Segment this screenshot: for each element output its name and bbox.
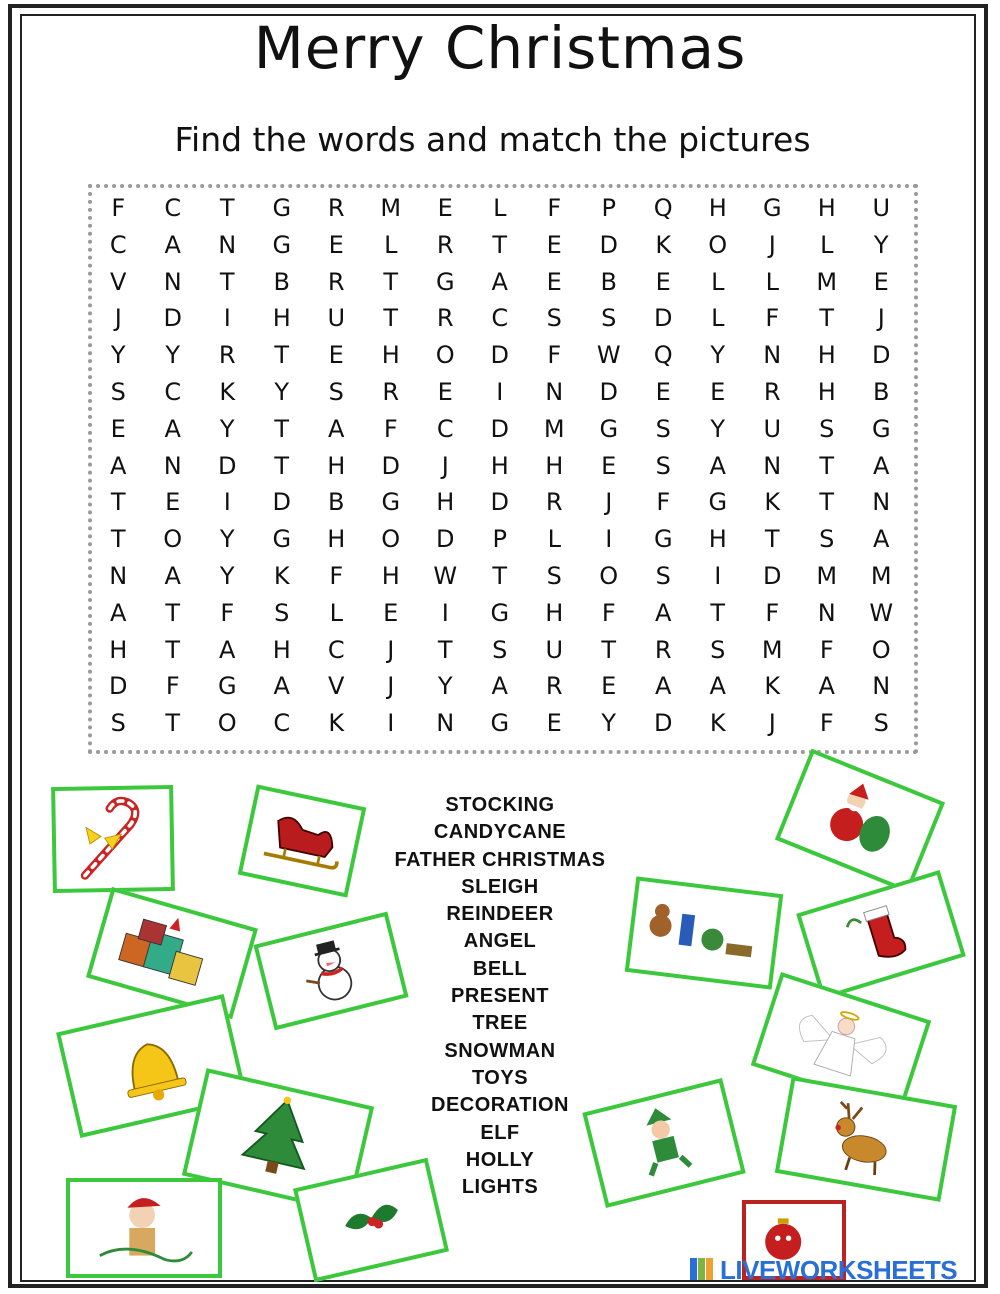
grid-letter[interactable]: T [819, 451, 835, 480]
grid-letter[interactable]: E [710, 378, 726, 406]
word-search-grid[interactable] [91, 190, 909, 742]
grid-letter[interactable]: E [437, 378, 453, 406]
grid-letter[interactable]: S [601, 304, 617, 333]
grid-letter[interactable]: I [605, 525, 613, 554]
grid-letter[interactable]: E [546, 267, 562, 296]
grid-letter[interactable]: I [223, 488, 231, 517]
grid-letter[interactable]: C [436, 414, 454, 443]
grid-letter[interactable]: D [163, 304, 182, 333]
grid-letter[interactable]: E [437, 194, 453, 222]
word-list-item: STOCKING [445, 794, 555, 816]
grid-letter[interactable]: A [110, 451, 127, 480]
grid-letter[interactable]: U [545, 635, 564, 664]
grid-letter[interactable]: S [110, 709, 126, 738]
grid-letter[interactable]: H [327, 525, 346, 554]
grid-letter[interactable]: E [110, 414, 126, 443]
grid-letter[interactable]: D [599, 378, 618, 406]
grid-letter[interactable]: H [490, 451, 509, 480]
grid-letter[interactable]: S [819, 525, 835, 554]
grid-letter[interactable]: D [381, 451, 400, 480]
grid-letter[interactable]: A [873, 451, 890, 480]
grid-letter[interactable]: W [869, 598, 894, 627]
grid-letter[interactable]: T [492, 562, 508, 590]
grid-letter[interactable]: F [329, 562, 344, 590]
grid-letter[interactable]: A [164, 230, 181, 259]
grid-letter[interactable]: F [819, 635, 834, 664]
grid-letter[interactable]: H [272, 635, 291, 664]
grid-letter[interactable]: Y [274, 378, 290, 406]
grid-row [91, 300, 909, 337]
grid-letter[interactable]: R [218, 341, 236, 370]
grid-letter[interactable]: N [218, 230, 237, 259]
grid-row [91, 484, 909, 521]
grid-letter[interactable]: J [387, 635, 395, 664]
grid-letter[interactable]: H [708, 194, 727, 222]
grid-letter[interactable]: F [220, 598, 235, 627]
liveworksheets-logo-text: LIVEWORKSHEETS [720, 1255, 958, 1285]
grid-letter[interactable]: S [274, 598, 290, 627]
grid-letter[interactable]: D [599, 230, 618, 259]
grid-letter[interactable]: I [714, 562, 722, 590]
grid-letter[interactable]: E [546, 230, 562, 259]
grid-letter[interactable]: F [656, 488, 671, 517]
grid-letter[interactable]: N [109, 562, 128, 590]
grid-letter[interactable]: J [387, 672, 395, 701]
grid-letter[interactable]: S [819, 414, 835, 443]
grid-letter[interactable]: K [273, 562, 290, 590]
grid-letter[interactable]: D [109, 672, 128, 701]
grid-letter[interactable]: G [871, 414, 891, 443]
grid-letter[interactable]: H [109, 635, 128, 664]
grid-letter[interactable]: G [490, 598, 510, 627]
grid-letter[interactable]: J [441, 451, 449, 480]
grid-letter[interactable]: N [545, 378, 564, 406]
grid-letter[interactable]: R [327, 194, 345, 222]
grid-letter[interactable]: G [272, 525, 292, 554]
grid-letter[interactable]: S [873, 709, 889, 738]
grid-letter[interactable]: F [765, 598, 780, 627]
grid-letter[interactable]: A [273, 672, 290, 701]
grid-letter[interactable]: B [873, 378, 890, 406]
grid-letter[interactable]: G [272, 230, 292, 259]
grid-letter[interactable]: K [328, 709, 345, 738]
grid-letter[interactable]: T [492, 230, 508, 259]
grid-letter[interactable]: G [217, 672, 237, 701]
word-list-item: CANDYCANE [433, 821, 567, 844]
grid-letter[interactable]: E [873, 267, 889, 296]
grid-letter[interactable]: F [547, 194, 562, 222]
word-list-item: DECORATION [431, 1094, 569, 1117]
grid-letter[interactable]: G [599, 414, 619, 443]
grid-row [91, 190, 909, 227]
grid-letter[interactable]: H [272, 304, 291, 333]
grid-letter[interactable]: N [817, 598, 836, 627]
grid-row [91, 521, 909, 558]
grid-letter[interactable]: T [274, 414, 290, 443]
grid-letter[interactable]: V [110, 267, 127, 296]
grid-letter[interactable]: S [710, 635, 726, 664]
grid-letter[interactable]: H [545, 598, 564, 627]
grid-letter[interactable]: Y [601, 709, 617, 738]
word-list-item: PRESENT [451, 985, 549, 1008]
grid-letter[interactable]: J [877, 304, 885, 333]
grid-letter[interactable]: I [441, 598, 449, 627]
grid-letter[interactable]: O [871, 635, 891, 664]
grid-letter[interactable]: L [547, 525, 561, 554]
grid-letter[interactable]: E [601, 451, 617, 480]
grid-row [91, 632, 909, 669]
grid-letter[interactable]: L [820, 230, 834, 259]
lights-card[interactable] [66, 1178, 222, 1278]
grid-letter[interactable]: T [819, 304, 835, 333]
grid-letter[interactable]: G [272, 194, 292, 222]
grid-letter[interactable]: E [383, 598, 399, 627]
word-list-item: FATHER CHRISTMAS [394, 848, 606, 871]
grid-letter[interactable]: P [492, 525, 507, 554]
grid-letter[interactable]: C [273, 709, 291, 738]
grid-letter[interactable]: K [764, 488, 781, 517]
grid-letter[interactable]: I [387, 709, 395, 738]
grid-row [91, 264, 909, 301]
grid-letter[interactable]: A [873, 525, 890, 554]
grid-letter[interactable]: T [274, 451, 290, 480]
grid-row [91, 705, 909, 742]
grid-letter[interactable]: W [596, 341, 621, 370]
grid-letter[interactable]: G [490, 709, 510, 738]
grid-letter[interactable]: L [493, 194, 507, 222]
grid-letter[interactable]: T [764, 525, 780, 554]
grid-letter[interactable]: N [872, 672, 891, 701]
grid-letter[interactable]: H [817, 194, 836, 222]
grid-letter[interactable]: N [163, 267, 182, 296]
grid-letter[interactable]: F [111, 194, 126, 222]
grid-letter[interactable]: T [710, 598, 726, 627]
grid-letter[interactable]: Y [165, 341, 181, 370]
grid-row [91, 595, 909, 632]
grid-letter[interactable]: V [328, 672, 345, 701]
grid-letter[interactable]: F [819, 709, 834, 738]
grid-letter[interactable]: J [768, 709, 776, 738]
grid-letter[interactable]: U [763, 414, 782, 443]
grid-letter[interactable]: Y [219, 562, 235, 590]
grid-letter[interactable]: A [655, 672, 672, 701]
toys-card[interactable] [625, 876, 784, 989]
grid-letter[interactable]: G [381, 488, 401, 517]
grid-letter[interactable]: H [381, 341, 400, 370]
toys-icon [629, 881, 779, 985]
word-list-item: ELF [480, 1121, 520, 1144]
grid-letter[interactable]: Y [219, 525, 235, 554]
grid-letter[interactable]: E [328, 230, 344, 259]
grid-letter[interactable]: R [436, 304, 454, 333]
grid-letter[interactable]: H [327, 451, 346, 480]
grid-letter[interactable]: M [816, 267, 838, 296]
grid-letter[interactable]: D [436, 525, 455, 554]
lights-icon [70, 1182, 218, 1274]
grid-letter[interactable]: W [433, 562, 458, 590]
grid-letter[interactable]: T [383, 304, 399, 333]
grid-letter[interactable]: A [328, 414, 345, 443]
grid-letter[interactable]: S [546, 562, 562, 590]
grid-letter[interactable]: T [165, 635, 181, 664]
grid-letter[interactable]: H [545, 451, 564, 480]
grid-letter[interactable]: P [601, 194, 616, 222]
grid-letter[interactable]: A [219, 635, 236, 664]
grid-letter[interactable]: O [381, 525, 401, 554]
grid-letter[interactable]: T [219, 194, 235, 222]
word-list-item: SLEIGH [461, 875, 539, 898]
grid-letter[interactable]: T [110, 488, 126, 517]
sleigh-icon [242, 789, 361, 893]
grid-letter[interactable]: F [547, 341, 562, 370]
grid-letter[interactable]: F [383, 414, 398, 443]
grid-letter[interactable]: Q [653, 194, 673, 222]
grid-letter[interactable]: Y [710, 414, 726, 443]
grid-letter[interactable]: E [655, 267, 671, 296]
grid-letter[interactable]: S [655, 451, 671, 480]
grid-letter[interactable]: T [165, 598, 181, 627]
grid-letter[interactable]: H [436, 488, 455, 517]
grid-letter[interactable]: C [491, 304, 509, 333]
grid-letter[interactable]: O [599, 562, 619, 590]
grid-letter[interactable]: T [274, 341, 290, 370]
word-list-item: SNOWMAN [444, 1039, 556, 1062]
grid-letter[interactable]: L [711, 267, 725, 296]
grid-letter[interactable]: T [819, 488, 835, 517]
grid-letter[interactable]: T [383, 267, 399, 296]
grid-letter[interactable]: T [165, 709, 181, 738]
grid-letter[interactable]: F [601, 598, 616, 627]
word-list-item: TOYS [471, 1066, 529, 1089]
grid-letter[interactable]: T [437, 635, 453, 664]
grid-letter[interactable]: A [164, 562, 181, 590]
grid-letter[interactable]: D [763, 562, 782, 590]
grid-letter[interactable]: E [655, 378, 671, 406]
grid-letter[interactable]: R [763, 378, 781, 406]
grid-letter[interactable]: L [765, 267, 779, 296]
grid-letter[interactable]: M [543, 414, 565, 443]
grid-letter[interactable]: C [109, 230, 127, 259]
grid-letter[interactable]: U [872, 194, 891, 222]
grid-letter[interactable]: D [872, 341, 891, 370]
candy-cane-icon [55, 789, 171, 889]
grid-letter[interactable]: G [435, 267, 455, 296]
grid-letter[interactable]: R [654, 635, 672, 664]
grid-letter[interactable]: A [164, 414, 181, 443]
grid-letter[interactable]: T [110, 525, 126, 554]
grid-letter[interactable]: N [872, 488, 891, 517]
word-list-item: LIGHTS [461, 1176, 539, 1199]
grid-letter[interactable]: K [764, 672, 781, 701]
page-title: Merry Christmas [253, 14, 747, 82]
grid-letter[interactable]: D [272, 488, 291, 517]
grid-row [91, 374, 909, 411]
grid-letter[interactable]: S [655, 562, 671, 590]
grid-letter[interactable]: M [380, 194, 402, 222]
grid-letter[interactable]: Y [873, 230, 889, 259]
grid-letter[interactable]: E [328, 341, 344, 370]
grid-letter[interactable]: T [601, 635, 617, 664]
grid-row [91, 448, 909, 485]
grid-letter[interactable]: Y [437, 672, 453, 701]
grid-letter[interactable]: I [496, 378, 504, 406]
grid-letter[interactable]: R [436, 230, 454, 259]
grid-letter[interactable]: R [545, 488, 563, 517]
grid-letter[interactable]: A [709, 451, 726, 480]
grid-letter[interactable]: K [219, 378, 236, 406]
candy-cane-card[interactable] [51, 785, 175, 893]
grid-letter[interactable]: T [219, 267, 235, 296]
grid-letter[interactable]: D [654, 304, 673, 333]
grid-letter[interactable]: K [655, 230, 672, 259]
grid-letter[interactable]: H [817, 341, 836, 370]
grid-letter[interactable]: O [435, 341, 455, 370]
word-list [380, 792, 620, 1201]
grid-letter[interactable]: H [381, 562, 400, 590]
word-list-item: ANGEL [463, 930, 537, 953]
grid-letter[interactable]: E [601, 672, 617, 701]
grid-letter[interactable]: N [763, 341, 782, 370]
grid-letter[interactable]: N [436, 709, 455, 738]
grid-letter[interactable]: G [708, 488, 728, 517]
grid-letter[interactable]: D [654, 709, 673, 738]
grid-row [91, 337, 909, 374]
grid-letter[interactable]: U [327, 304, 346, 333]
grid-letter[interactable]: F [165, 672, 180, 701]
grid-letter[interactable]: B [273, 267, 290, 296]
grid-letter[interactable]: A [818, 672, 835, 701]
word-list-item: HOLLY [465, 1148, 535, 1171]
word-list-item: TREE [472, 1012, 528, 1035]
grid-letter[interactable]: N [163, 451, 182, 480]
grid-letter[interactable]: A [655, 598, 672, 627]
grid-letter[interactable]: R [327, 267, 345, 296]
grid-letter[interactable]: H [817, 378, 836, 406]
grid-row [91, 411, 909, 448]
grid-letter[interactable]: R [382, 378, 400, 406]
grid-letter[interactable]: L [711, 304, 725, 333]
grid-letter[interactable]: L [329, 598, 343, 627]
grid-letter[interactable]: K [709, 709, 726, 738]
grid-letter[interactable]: G [762, 194, 782, 222]
grid-letter[interactable]: E [546, 709, 562, 738]
grid-letter[interactable]: I [223, 304, 231, 333]
grid-letter[interactable]: R [545, 672, 563, 701]
grid-letter[interactable]: B [600, 267, 617, 296]
grid-letter[interactable]: J [605, 488, 613, 517]
grid-letter[interactable]: O [163, 525, 183, 554]
grid-row [91, 558, 909, 595]
grid-letter[interactable]: D [490, 341, 509, 370]
grid-letter[interactable]: S [492, 635, 508, 664]
grid-letter[interactable]: J [114, 304, 122, 333]
grid-letter[interactable]: O [708, 230, 728, 259]
word-list-item: REINDEER [446, 903, 554, 926]
grid-letter[interactable]: A [110, 598, 127, 627]
grid-letter[interactable]: E [165, 488, 181, 517]
grid-letter[interactable]: C [164, 194, 182, 222]
word-list-item: BELL [472, 957, 528, 980]
grid-letter[interactable]: B [328, 488, 345, 517]
grid-letter[interactable]: S [655, 414, 671, 443]
grid-letter[interactable]: M [870, 562, 892, 590]
grid-letter[interactable]: Y [110, 341, 126, 370]
grid-letter[interactable]: C [164, 378, 182, 406]
grid-letter[interactable]: S [546, 304, 562, 333]
grid-letter[interactable]: A [491, 267, 508, 296]
grid-letter[interactable]: S [110, 378, 126, 406]
grid-letter[interactable]: O [217, 709, 237, 738]
grid-letter[interactable]: L [384, 230, 398, 259]
grid-letter[interactable]: Q [653, 341, 673, 370]
grid-letter[interactable]: J [768, 230, 776, 259]
page-subtitle: Find the words and match the pictures [174, 120, 811, 159]
grid-letter[interactable]: D [490, 488, 509, 517]
grid-row [91, 227, 909, 264]
grid-letter[interactable]: M [761, 635, 783, 664]
grid-letter[interactable]: D [490, 414, 509, 443]
grid-letter[interactable]: A [709, 672, 726, 701]
grid-row [91, 668, 909, 705]
grid-letter[interactable]: A [491, 672, 508, 701]
grid-letter[interactable]: Y [219, 414, 235, 443]
grid-letter[interactable]: N [763, 451, 782, 480]
grid-letter[interactable]: M [816, 562, 838, 590]
liveworksheets-logo-icon [690, 1258, 714, 1280]
grid-letter[interactable]: F [765, 304, 780, 333]
grid-letter[interactable]: G [653, 525, 673, 554]
grid-letter[interactable]: H [708, 525, 727, 554]
liveworksheets-logo [690, 1255, 990, 1283]
grid-letter[interactable]: D [218, 451, 237, 480]
grid-letter[interactable]: S [328, 378, 344, 406]
grid-letter[interactable]: C [327, 635, 345, 664]
grid-letter[interactable]: Y [710, 341, 726, 370]
